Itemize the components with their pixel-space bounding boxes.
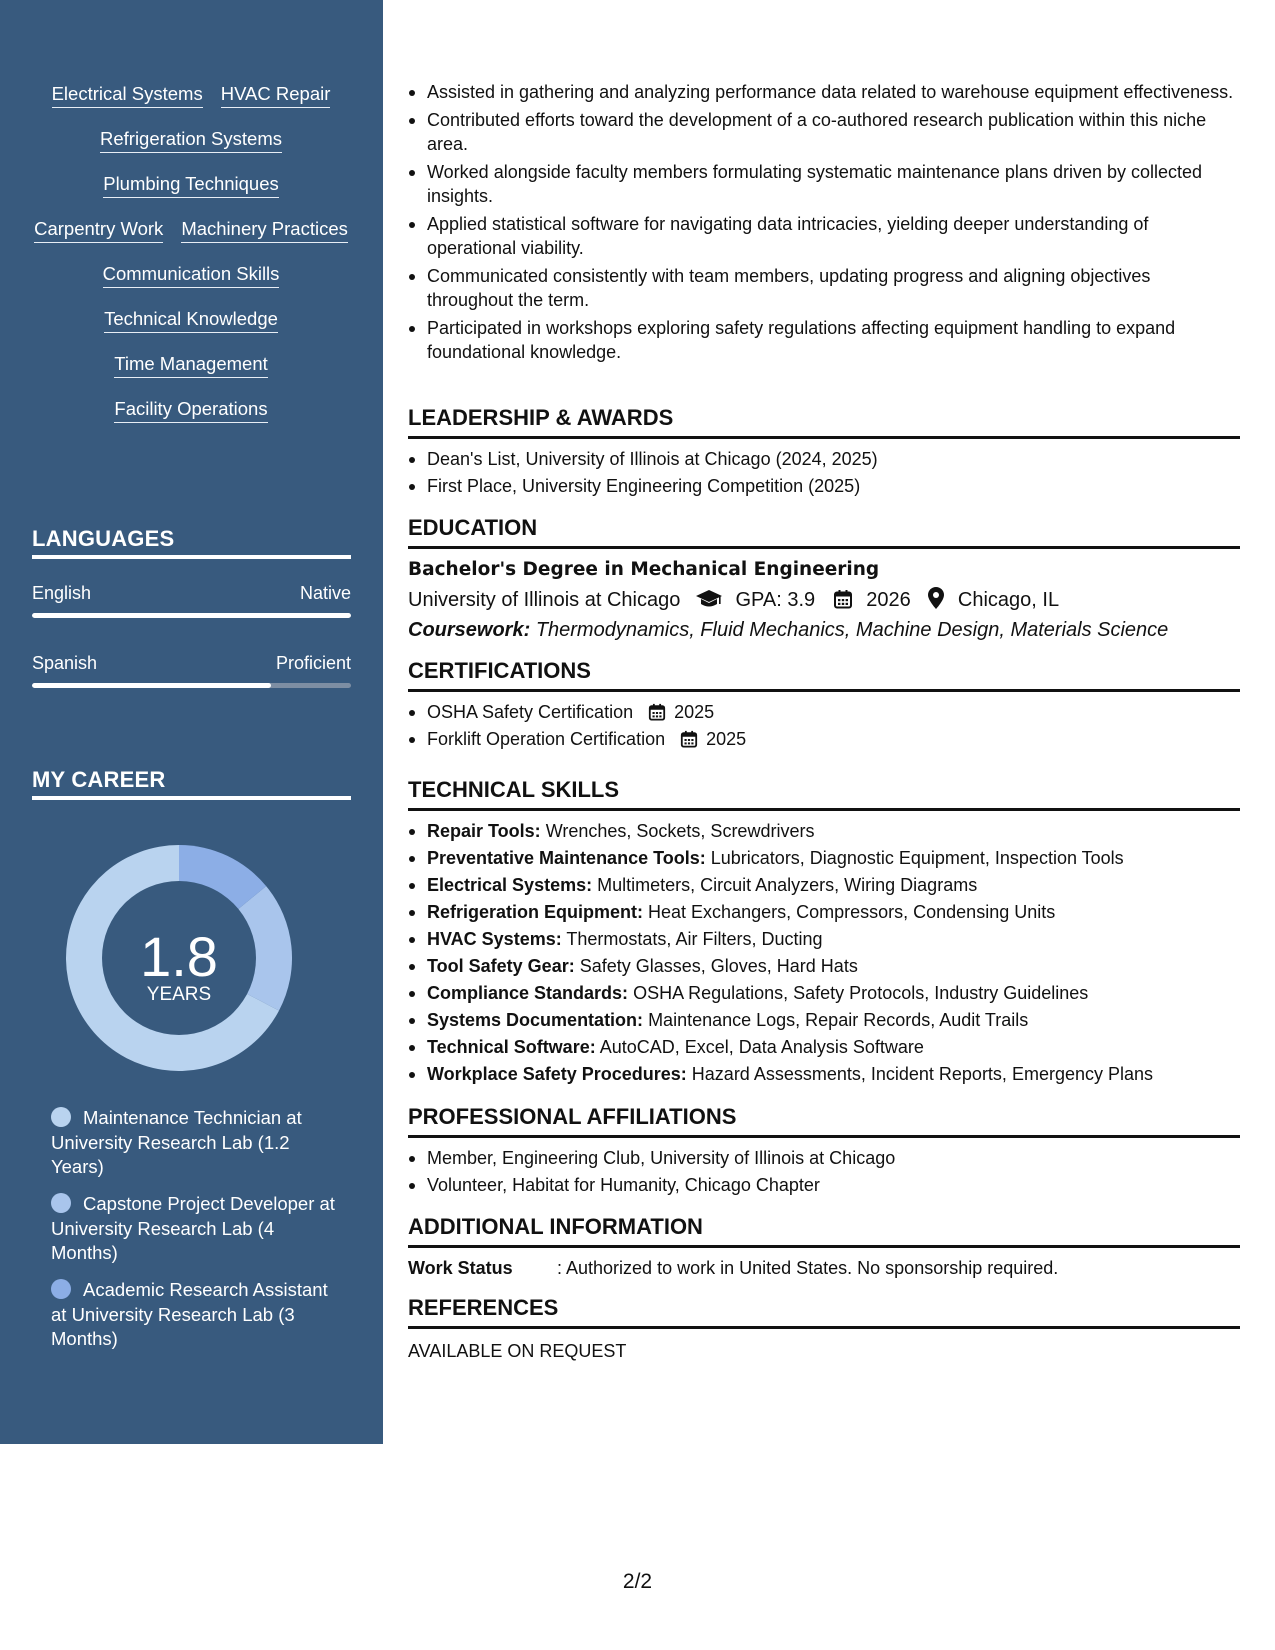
list-item <box>408 900 1240 924</box>
skill-values: OSHA Regulations, Safety Protocols, Industry Guidelines <box>633 983 1089 1003</box>
career-dot-icon <box>51 1279 71 1299</box>
list-item: First Place, University Engineering Competition (2025) <box>408 474 1240 498</box>
work-status-row <box>408 1256 1240 1280</box>
skill-category: HVAC Systems: <box>427 929 562 949</box>
language-level: Native <box>299 583 351 603</box>
list-item <box>408 873 1240 897</box>
career-total: 1.8 <box>140 925 218 988</box>
list-item: Dean's List, University of Illinois at Chicago (2024, 2025) <box>408 447 1240 471</box>
skill-category: Preventative Maintenance Tools: <box>427 848 706 868</box>
gpa: GPA: 3.9 <box>735 589 816 611</box>
career-unit: YEARS <box>146 984 212 1005</box>
school-name: University of Illinois at Chicago <box>408 589 681 611</box>
page-number: 2/2 <box>622 1570 653 1593</box>
language-row-spanish <box>32 653 351 674</box>
graduation-cap-icon <box>695 589 723 609</box>
skill-category: Electrical Systems: <box>427 875 593 895</box>
certification-name: OSHA Safety Certification <box>427 702 634 722</box>
technical-skills-heading: TECHNICAL SKILLS <box>408 777 1240 811</box>
list-item <box>408 1062 1240 1086</box>
list-item: Volunteer, Habitat for Humanity, Chicago Chapter <box>408 1173 1240 1197</box>
additional-info-heading: ADDITIONAL INFORMATION <box>408 1214 1240 1248</box>
work-status-label: Work Status <box>408 1258 513 1278</box>
skill-category: Tool Safety Gear: <box>427 956 575 976</box>
skill-values: Maintenance Logs, Repair Records, Audit Trails <box>648 1010 1029 1030</box>
technical-skills-list <box>408 819 1240 1086</box>
skill-tag: Carpentry Work <box>34 217 163 243</box>
experience-bullets <box>408 80 1240 364</box>
calendar-icon <box>648 703 666 721</box>
skill-category: Refrigeration Equipment: <box>427 902 644 922</box>
skill-category: Workplace Safety Procedures: <box>427 1064 687 1084</box>
coursework <box>408 615 1240 645</box>
career-item <box>51 1192 341 1266</box>
career-item <box>51 1106 341 1180</box>
career-item-label: Capstone Project Developer at University Research Lab (4 Months) <box>51 1193 335 1263</box>
skill-category: Repair Tools: <box>427 821 541 841</box>
list-item: Contributed efforts toward the development of a co-authored research publication within this niche area. <box>408 108 1240 156</box>
skill-tag: Technical Knowledge <box>104 307 278 333</box>
skill-tag: Refrigeration Systems <box>100 127 282 153</box>
list-item <box>408 954 1240 978</box>
certifications-list <box>408 700 1240 751</box>
skill-values: Thermostats, Air Filters, Ducting <box>566 929 823 949</box>
calendar-icon <box>833 589 853 609</box>
career-item-label: Academic Research Assistant at University Research Lab (3 Months) <box>51 1279 328 1349</box>
list-item: Communicated consistently with team members, updating progress and aligning objectives throughout the term. <box>408 264 1240 312</box>
skill-category: Compliance Standards: <box>427 983 629 1003</box>
certification-year: 2025 <box>674 702 715 722</box>
certification-name: Forklift Operation Certification <box>427 729 666 749</box>
career-item-label: Maintenance Technician at University Research Lab (1.2 Years) <box>51 1107 302 1177</box>
education-details <box>408 585 1240 615</box>
list-item: Applied statistical software for navigating data intricacies, yielding deeper understanding of operational viability. <box>408 212 1240 260</box>
skill-values: Multimeters, Circuit Analyzers, Wiring Diagrams <box>597 875 978 895</box>
coursework-label: Coursework: <box>408 619 531 641</box>
skill-category: Technical Software: <box>427 1037 596 1057</box>
skill-values: Hazard Assessments, Incident Reports, Emergency Plans <box>691 1064 1154 1084</box>
languages-heading: LANGUAGES <box>32 526 351 559</box>
education-entry <box>408 557 1240 645</box>
certification-year: 2025 <box>706 729 747 749</box>
location-pin-icon <box>928 587 944 609</box>
skill-tag: HVAC Repair <box>221 82 331 108</box>
language-bar-english <box>32 613 351 618</box>
references-text: AVAILABLE ON REQUEST <box>408 1341 627 1361</box>
education-heading: EDUCATION <box>408 515 1240 549</box>
affiliations-list <box>408 1146 1240 1197</box>
language-bar-fill <box>32 613 351 618</box>
language-bar-spanish <box>32 683 351 688</box>
language-row-english <box>32 583 351 604</box>
skill-values: Safety Glasses, Gloves, Hard Hats <box>579 956 858 976</box>
list-item: Participated in workshops exploring safety regulations affecting equipment handling to expand foundational knowledge. <box>408 316 1240 364</box>
list-item <box>408 727 1240 751</box>
degree-title: Bachelor's Degree in Mechanical Engineering <box>408 559 880 580</box>
list-item <box>408 927 1240 951</box>
list-item <box>408 981 1240 1005</box>
list-item: Assisted in gathering and analyzing performance data related to warehouse equipment effectiveness. <box>408 80 1240 104</box>
coursework-value: Thermodynamics, Fluid Mechanics, Machine Design, Materials Science <box>535 619 1169 641</box>
language-name: English <box>32 583 92 603</box>
career-donut-chart <box>66 845 292 1071</box>
skill-values: Lubricators, Diagnostic Equipment, Inspection Tools <box>710 848 1124 868</box>
language-level: Proficient <box>275 653 351 673</box>
skill-values: AutoCAD, Excel, Data Analysis Software <box>599 1037 924 1057</box>
list-item: Member, Engineering Club, University of Illinois at Chicago <box>408 1146 1240 1170</box>
career-item <box>51 1278 341 1352</box>
skill-tag: Communication Skills <box>103 262 280 288</box>
work-status-value: : Authorized to work in United States. No sponsorship required. <box>557 1258 1059 1278</box>
skill-tag: Facility Operations <box>114 397 267 423</box>
skill-tag: Machinery Practices <box>181 217 348 243</box>
skill-values: Heat Exchangers, Compressors, Condensing Units <box>648 902 1056 922</box>
career-heading: MY CAREER <box>32 767 351 800</box>
skill-values: Wrenches, Sockets, Screwdrivers <box>545 821 815 841</box>
graduation-year: 2026 <box>866 589 911 611</box>
list-item: Worked alongside faculty members formulating systematic maintenance plans driven by collected insights. <box>408 160 1240 208</box>
career-dot-icon <box>51 1193 71 1213</box>
skill-category: Systems Documentation: <box>427 1010 644 1030</box>
certifications-heading: CERTIFICATIONS <box>408 658 1240 692</box>
language-name: Spanish <box>32 653 98 673</box>
skill-tag: Time Management <box>114 352 268 378</box>
leadership-list <box>408 447 1240 498</box>
sidebar <box>0 0 383 1444</box>
list-item <box>408 1035 1240 1059</box>
list-item <box>408 1008 1240 1032</box>
skill-tag: Electrical Systems <box>52 82 203 108</box>
list-item <box>408 846 1240 870</box>
calendar-icon <box>680 730 698 748</box>
leadership-heading: LEADERSHIP & AWARDS <box>408 405 1240 439</box>
career-dot-icon <box>51 1107 71 1127</box>
skill-tag: Plumbing Techniques <box>103 172 279 198</box>
language-bar-fill <box>32 683 271 688</box>
list-item <box>408 700 1240 724</box>
list-item <box>408 819 1240 843</box>
school-location: Chicago, IL <box>957 589 1060 611</box>
affiliations-heading: PROFESSIONAL AFFILIATIONS <box>408 1104 1240 1138</box>
references-heading: REFERENCES <box>408 1295 1240 1329</box>
skills-list <box>30 82 352 423</box>
